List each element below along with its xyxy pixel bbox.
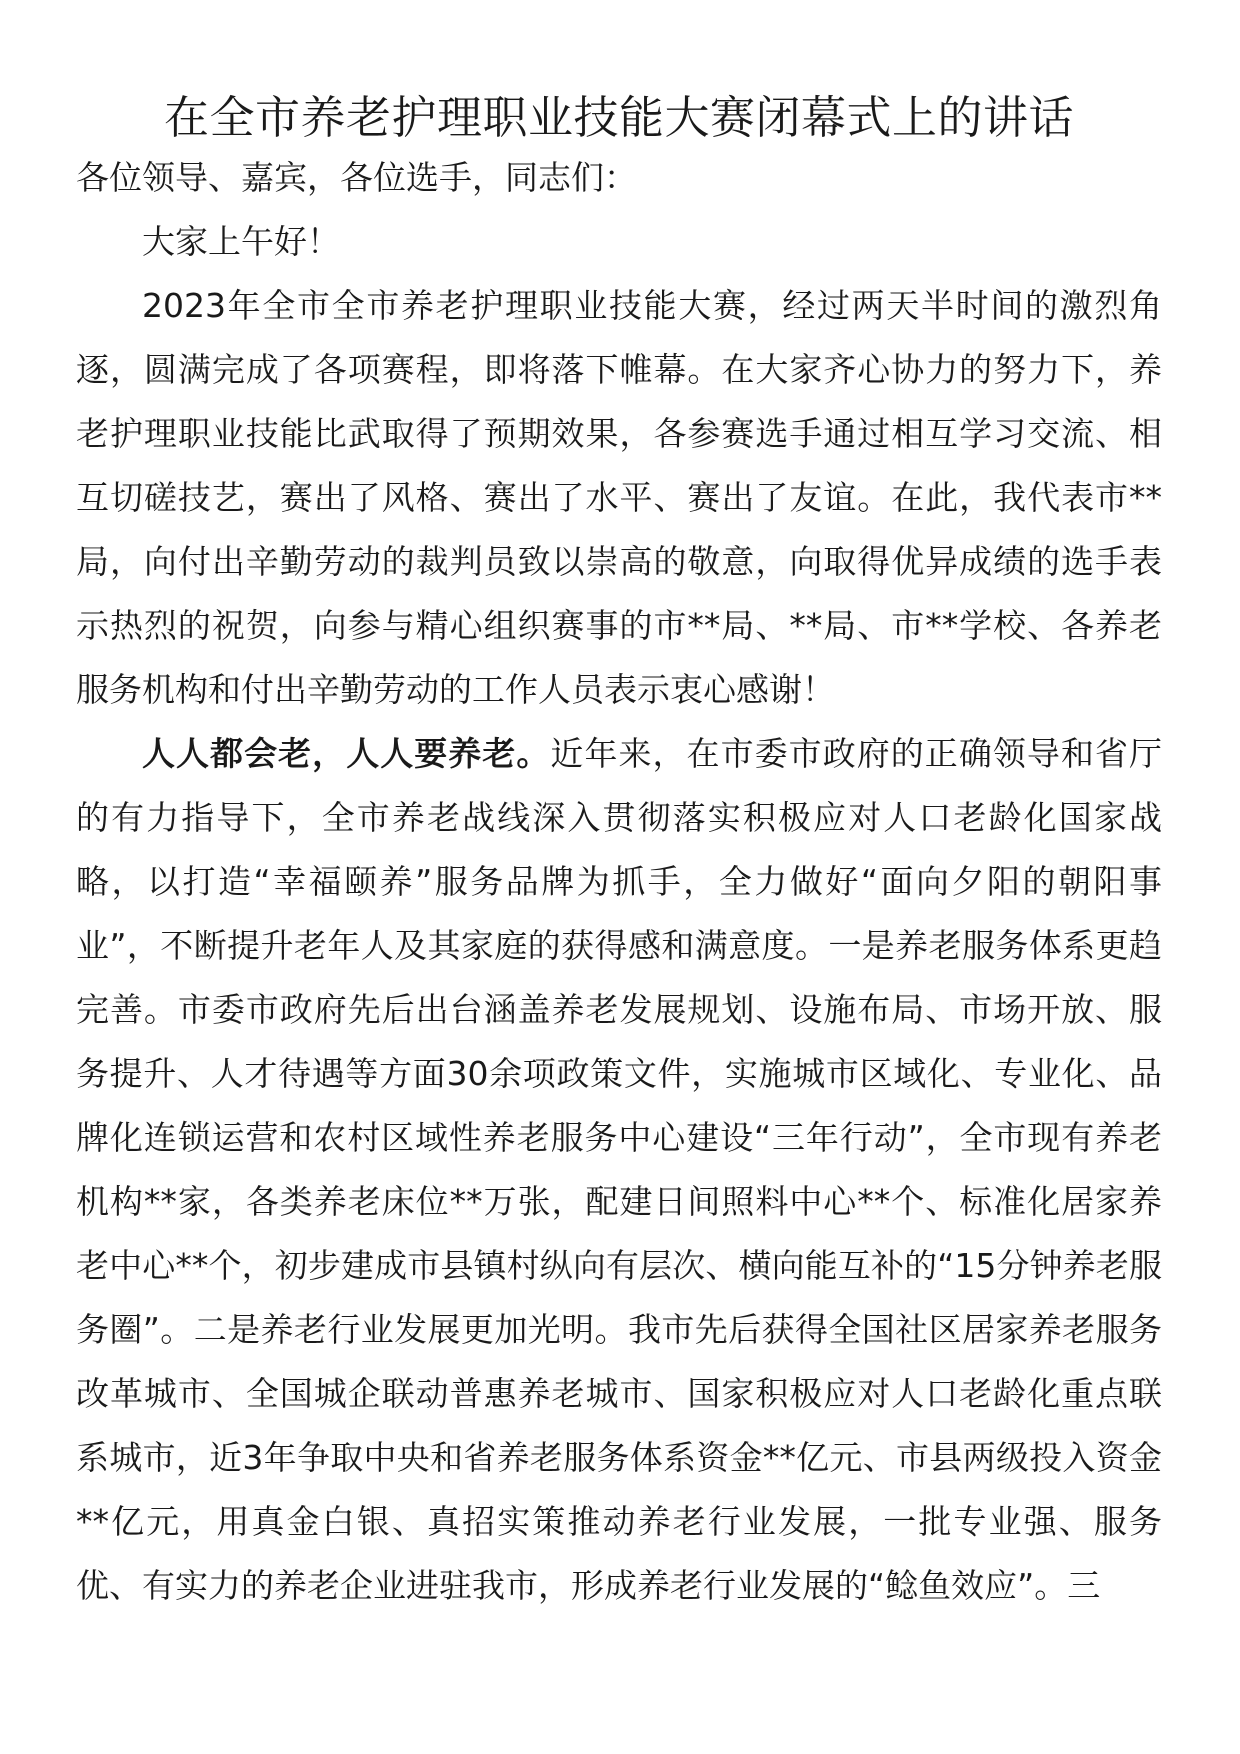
greeting: 大家上午好！ bbox=[142, 222, 340, 261]
document-title: 在全市养老护理职业技能大赛闭幕式上的讲话 bbox=[163, 91, 1074, 144]
paragraph-2 bbox=[76, 722, 1162, 1618]
salutation: 各位领导、嘉宾，各位选手，同志们： bbox=[76, 158, 637, 197]
paragraph-2-lead: 人人都会老，人人要养老。 bbox=[142, 734, 551, 773]
paragraph-2-body: 近年来，在市委市政府的正确领导和省厅的有力指导下，全市养老战线深入贯彻落实积极应对人口老龄化国家战略，以打造“幸福颐养”服务品牌为抓手，全力做好“面向夕阳的朝阳事业”，不断提升老年人及其家庭的获得感和满意度。一是养老服务体系更趋完善。市委市政府先后出台涵盖养老发展规划、设施布局、市场开放、服务提升、人才待遇等方面30余项政策文件，实施城市区域化、专业化、品牌化连锁运营和农村区域性养老服务中心建设“三年行动”，全市现有养老机构**家，各类养老床位**万张，配建日间照料中心**个、标准化居家养老中心**个，初步建成市县镇村纵向有层次、横向能互补的“15分钟养老服务圈”。二是养老行业发展更加光明。我市先后获得全国社区居家养老服务改革城市、全国城企联动普惠养老城市、国家积极应对人口老龄化重点联系城市，近3年争取中央和省养老服务体系资金**亿元、市县两级投入资金**亿元，用真金白银、真招实策推动养老行业发展，一批专业强、服务优、有实力的养老企业进驻我市，形成养老行业发展的“鲶鱼效应”。三 bbox=[76, 734, 1163, 1605]
paragraph-1: 2023年全市全市养老护理职业技能大赛，经过两天半时间的激烈角逐，圆满完成了各项赛程，即将落下帷幕。在大家齐心协力的努力下，养老护理职业技能比武取得了预期效果，各参赛选手通过相互学习交流、相互切磋技艺，赛出了风格、赛出了水平、赛出了友谊。在此，我代表市**局，向付出辛勤劳动的裁判员致以崇高的敬意，向取得优异成绩的选手表示热烈的祝贺，向参与精心组织赛事的市**局、**局、市**学校、各养老服务机构和付出辛勤劳动的工作人员表示衷心感谢！ bbox=[76, 286, 1162, 709]
